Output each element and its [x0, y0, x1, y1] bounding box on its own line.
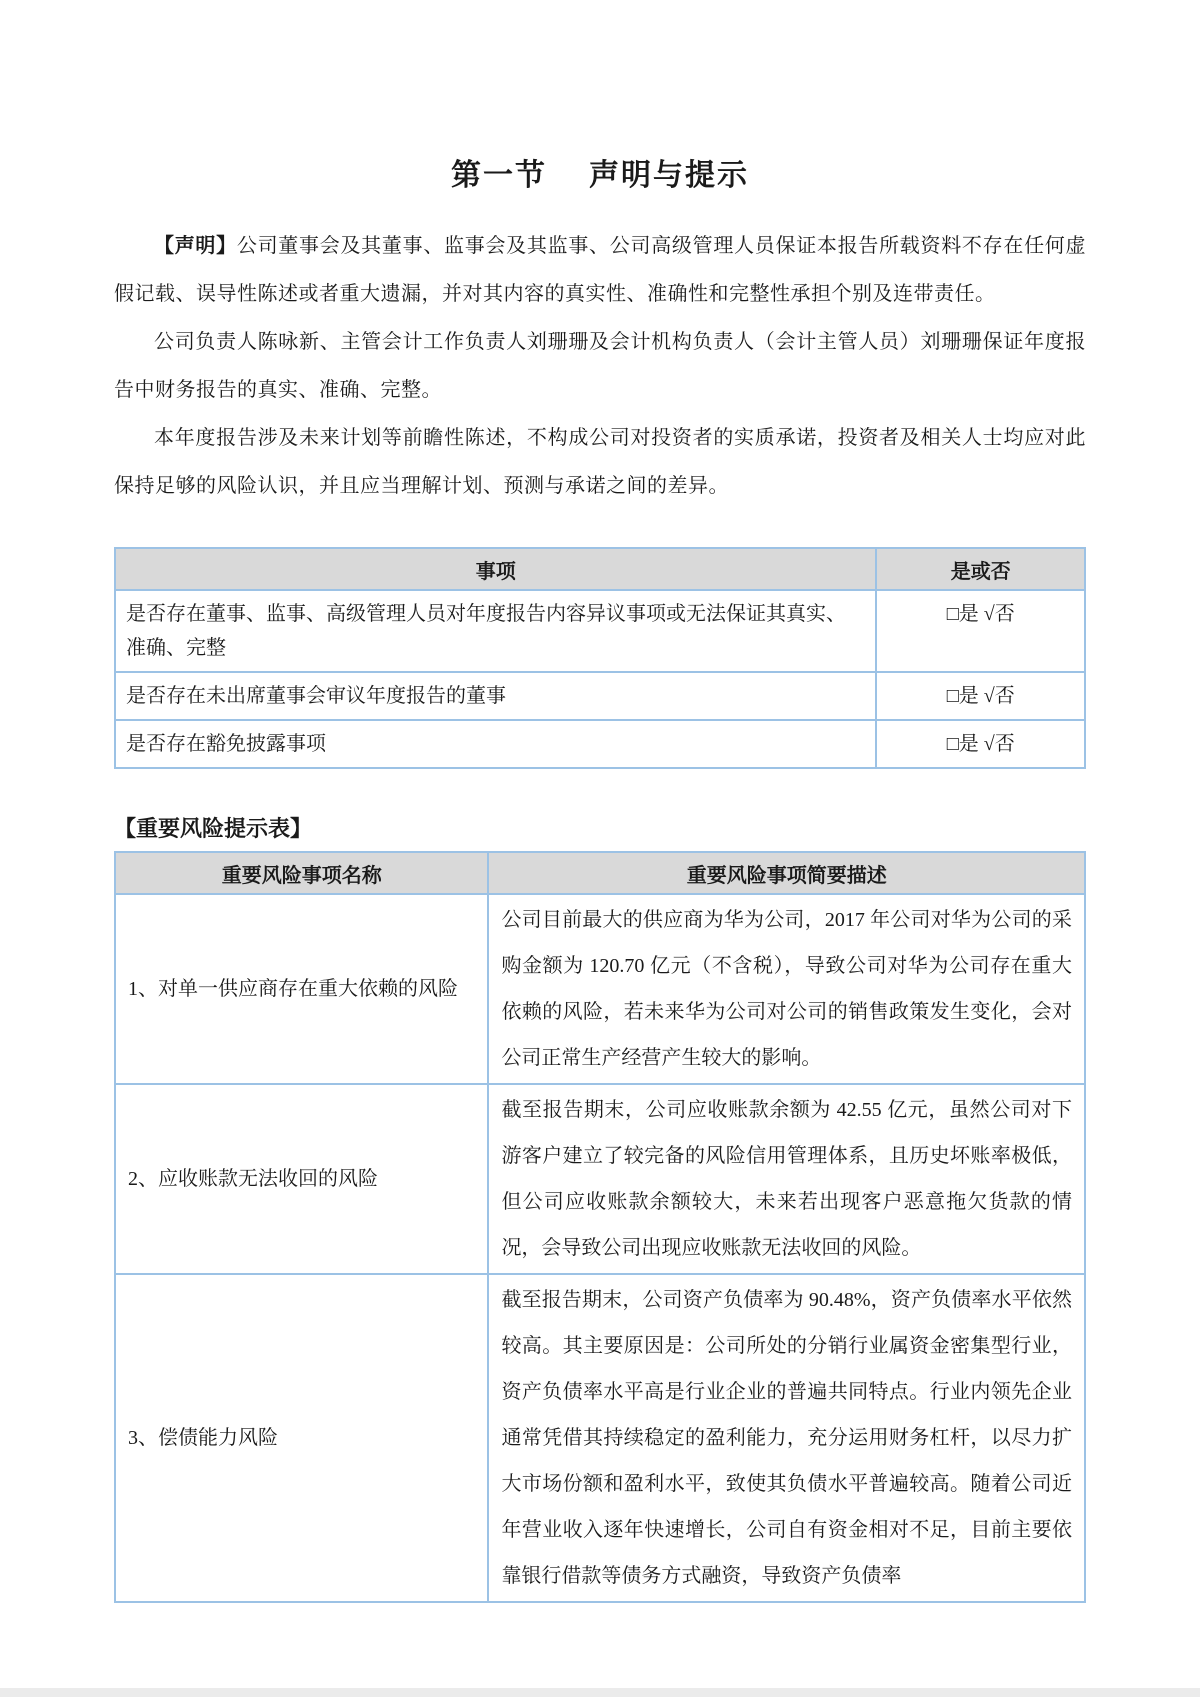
table-row — [115, 672, 1085, 720]
item-text: 是否存在董事、监事、高级管理人员对年度报告内容异议事项或无法保证其真实、准确、完整 — [115, 590, 876, 672]
items-table-header-item: 事项 — [115, 548, 876, 590]
risk-name: 3、偿债能力风险 — [115, 1274, 488, 1602]
items-table-header-row — [115, 548, 1085, 590]
risk-name: 1、对单一供应商存在重大依赖的风险 — [115, 894, 488, 1084]
items-table-header-answer: 是或否 — [876, 548, 1085, 590]
table-row — [115, 1274, 1085, 1602]
declaration-paragraphs — [114, 222, 1086, 510]
section-number: 第一节 — [451, 159, 547, 192]
risk-description: 截至报告期末，公司应收账款余额为 42.55 亿元，虽然公司对下游客户建立了较完备的风险信用管理体系，且历史坏账率极低，但公司应收账款余额较大，未来若出现客户恶意拖欠货款的情况，会导致公司出现应收账款无法收回的风险。 — [488, 1084, 1085, 1274]
risk-table-header-row — [115, 852, 1085, 894]
page-bottom-edge — [0, 1688, 1200, 1697]
risk-section-heading: 【重要风险提示表】 — [114, 816, 313, 841]
declaration-paragraph-1 — [114, 222, 1086, 318]
answer-checkbox-text: □是 √否 — [876, 672, 1085, 720]
page-content — [114, 0, 1086, 1603]
section-title: 声明与提示 — [589, 159, 749, 192]
item-text: 是否存在未出席董事会审议年度报告的董事 — [115, 672, 876, 720]
risk-table-header-name: 重要风险事项名称 — [115, 852, 488, 894]
risk-table-header-description: 重要风险事项简要描述 — [488, 852, 1085, 894]
page-title — [114, 152, 1086, 200]
declaration-paragraph-1-text: 公司董事会及其董事、监事会及其监事、公司高级管理人员保证本报告所载资料不存在任何虚假记载、误导性陈述或者重大遗漏，并对其内容的真实性、准确性和完整性承担个别及连带责任。 — [114, 235, 1087, 305]
declaration-lead: 【声明】 — [154, 235, 237, 257]
table-row — [115, 894, 1085, 1084]
declaration-paragraph-2: 公司负责人陈咏新、主管会计工作负责人刘珊珊及会计机构负责人（会计主管人员）刘珊珊保证年度报告中财务报告的真实、准确、完整。 — [114, 331, 1086, 401]
items-table — [114, 547, 1086, 769]
table-row — [115, 590, 1085, 672]
risk-table — [114, 851, 1086, 1603]
table-row — [115, 720, 1085, 768]
item-text: 是否存在豁免披露事项 — [115, 720, 876, 768]
answer-checkbox-text: □是 √否 — [876, 720, 1085, 768]
declaration-paragraph-3: 本年度报告涉及未来计划等前瞻性陈述，不构成公司对投资者的实质承诺，投资者及相关人士均应对此保持足够的风险认识，并且应当理解计划、预测与承诺之间的差异。 — [114, 427, 1086, 497]
risk-name: 2、应收账款无法收回的风险 — [115, 1084, 488, 1274]
risk-description: 公司目前最大的供应商为华为公司，2017 年公司对华为公司的采购金额为 120.70 亿元（不含税），导致公司对华为公司存在重大依赖的风险，若未来华为公司对公司的销售政策发生变化，会对公司正常生产经营产生较大的影响。 — [488, 894, 1085, 1084]
answer-checkbox-text: □是 √否 — [876, 590, 1085, 672]
risk-description: 截至报告期末，公司资产负债率为 90.48%，资产负债率水平依然较高。其主要原因是：公司所处的分销行业属资金密集型行业，资产负债率水平高是行业企业的普遍共同特点。行业内领先企业通常凭借其持续稳定的盈利能力，充分运用财务杠杆，以尽力扩大市场份额和盈利水平，致使其负债水平普遍较高。随着公司近年营业收入逐年快速增长，公司自有资金相对不足，目前主要依靠银行借款等债务方式融资，导致资产负债率 — [488, 1274, 1085, 1602]
table-row — [115, 1084, 1085, 1274]
